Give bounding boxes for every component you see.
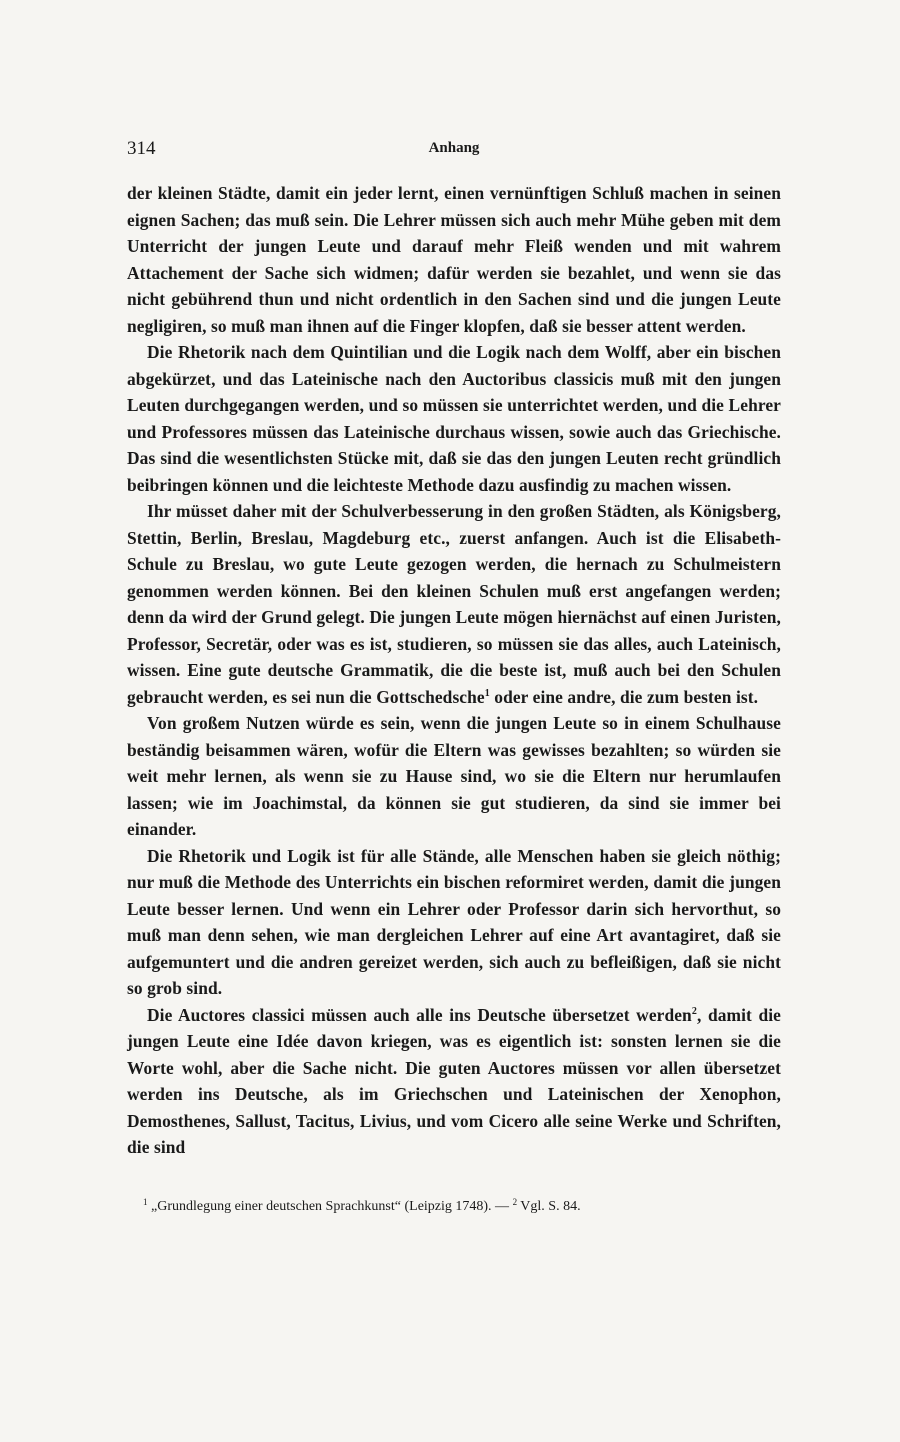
running-head: Anhang <box>428 140 480 156</box>
footnotes <box>143 1197 783 1217</box>
paragraph-6-text: Die Auctores classici müssen auch alle ins Deutsche übersetzet werden <box>147 1004 692 1025</box>
footnote-text-1: „Grundlegung einer deutschen Sprachkunst“ (Leipzig 1748). — <box>147 1199 513 1214</box>
footnote-mark-2: 2 <box>512 1197 518 1207</box>
page-header <box>127 138 781 162</box>
footnote-ref-1: 1 <box>484 687 490 699</box>
paragraph-1: der kleinen Städte, damit ein jeder lernt, einen vernünftigen Schluß machen in seinen eignen Sachen; das muß sein. Die Lehrer müssen sich auch mehr Mühe geben mit dem Unterricht der jungen Leute und darauf mehr Fleiß wenden und mit wahrem Attachement der Sache sich widmen; dafür werden sie bezahlet, und wenn sie das nicht gebührend thun und nicht ordentlich in den Sachen sind und die jungen Leute negligiren, so muß man ihnen auf die Finger klopfen, daß sie besser attent werden. <box>127 183 781 336</box>
paragraph-6-tail: , damit die jungen Leute eine Idée davon kriegen, was es eigentlich ist: sonsten lernen sie die Worte wohl, aber die Sache nicht. Die guten Auctores müssen vor allen übersetzet werden ins Deutsche, als im Griechschen und Lateinischen der Xenophon, Demosthenes, Sallust, Tacitus, Livius, und vom Cicero alle seine Werke und Schriften, die sind <box>127 1004 782 1157</box>
page-number: 314 <box>127 138 156 159</box>
footnote-text-2: Vgl. S. 84. <box>517 1199 581 1214</box>
footnote-ref-2: 2 <box>691 1005 697 1017</box>
paragraph-6 <box>127 1002 781 1161</box>
paragraph-5: Die Rhetorik und Logik ist für alle Stände, alle Menschen haben sie gleich nöthig; nur muß die Methode des Unterrichts ein bischen reformiret werden, damit die jungen Leute besser lernen. Und wenn ein Lehrer oder Professor darin sich hervorthut, so muß man denn sehen, wie man dergleichen Lehrer auf eine Art avantagiret, daß sie aufgemuntert und die andren gereizet werden, sich auch zu befleißigen, daß sie nicht so grob sind. <box>127 845 781 998</box>
paragraph-4: Von großem Nutzen würde es sein, wenn die jungen Leute so in einem Schulhause beständig beisammen wären, wofür die Eltern was gewisses bezahlten; so würden sie weit mehr lernen, als wenn sie zu Hause sind, wo sie die Eltern nur herumlaufen lassen; wie im Joachimstal, da können sie gut studieren, da sind sie immer bei einander. <box>127 713 781 839</box>
body-text <box>127 180 781 1161</box>
paragraph-3-tail: oder eine andre, die zum besten ist. <box>489 686 759 707</box>
footnote-mark-1: 1 <box>143 1197 148 1207</box>
paragraph-2: Die Rhetorik nach dem Quintilian und die Logik nach dem Wolff, aber ein bischen abgekürzet, und das Lateinische nach den Auctoribus classicis muß mit den jungen Leuten durchgegangen werden, und so müssen sie unterrichtet werden, und die Lehrer und Professores müssen das Lateinische durchaus wissen, sowie auch das Griechische. Das sind die wesentlichsten Stücke mit, daß sie das den jungen Leuten recht gründlich beibringen können und die leichteste Methode dazu ausfindig zu machen wissen. <box>127 342 781 495</box>
paragraph-3-text: Ihr müsset daher mit der Schulverbesserung in den großen Städten, als Königsberg, Stettin, Berlin, Breslau, Magdeburg etc., zuerst anfangen. Auch ist die Elisabeth-Schule zu Breslau, wo gute Leute gezogen werden, die hernach zu Schulmeistern genommen werden können. Bei den kleinen Schulen muß erst angefangen werden; denn da wird der Grund gelegt. Die jungen Leute mögen hiernächst auf einen Juristen, Professor, Secretär, oder was es ist, studieren, so müssen sie das alles, auch Lateinisch, wissen. Eine gute deutsche Grammatik, die die beste ist, muß auch bei den Schulen gebraucht werden, es sei nun die Gottschedsche <box>127 501 781 707</box>
paragraph-3 <box>127 498 781 710</box>
